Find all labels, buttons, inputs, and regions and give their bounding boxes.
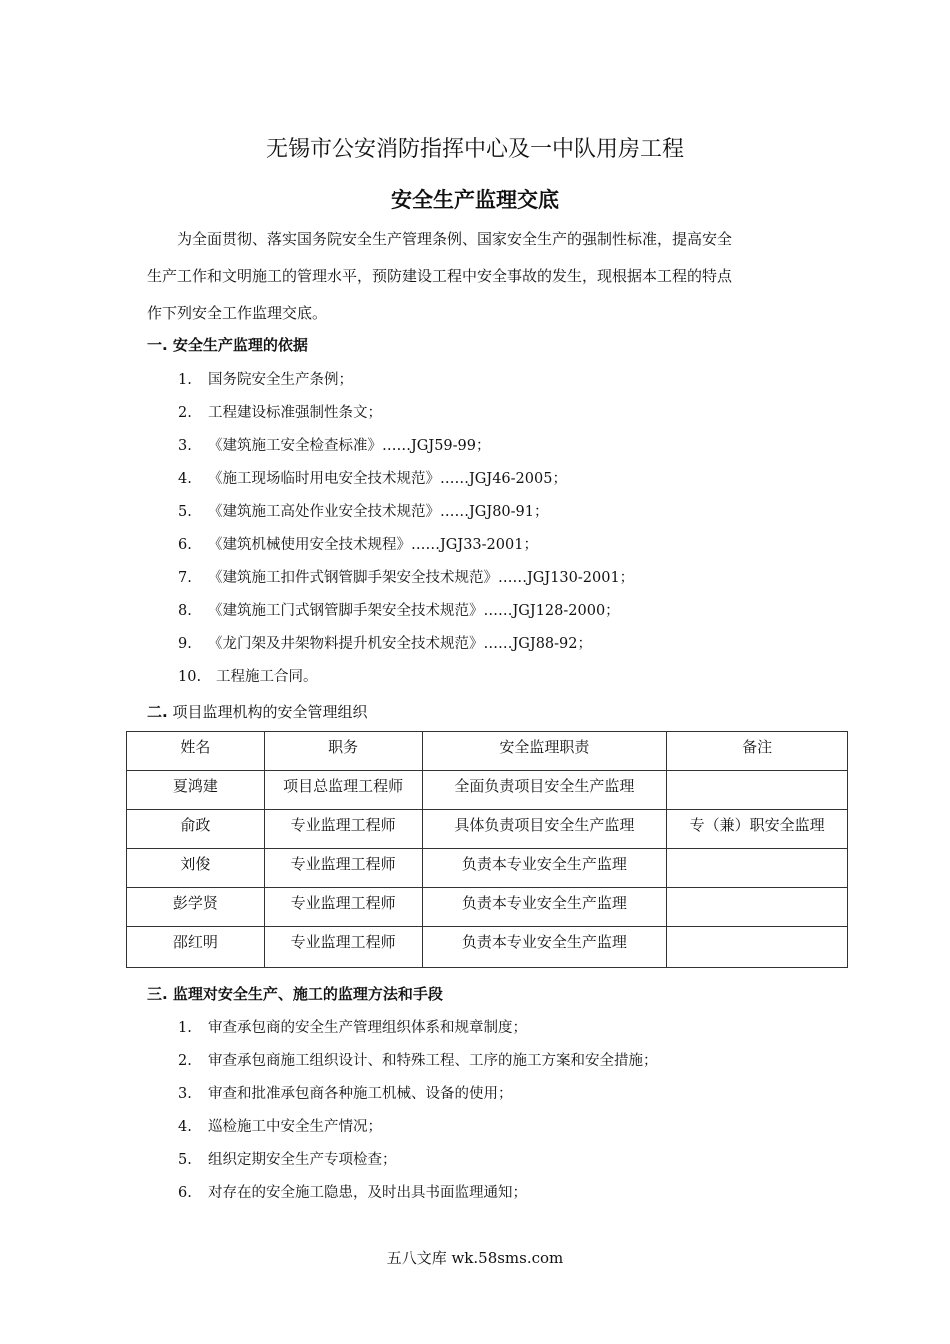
header-cell: 姓名 [127,732,265,771]
section3-heading: 三. 监理对安全生产、施工的监理方法和手段 [147,985,443,1003]
table-cell: 专业监理工程师 [264,849,422,888]
item-text: 《龙门架及井架物料提升机安全技术规范》……JGJ88-92； [208,636,593,652]
section1-heading: 一. 安全生产监理的依据 [147,336,308,354]
item-text: 《建筑施工高处作业安全技术规范》……JGJ80-91； [208,504,549,520]
item-number: 8. [178,603,192,619]
table-cell: 夏鸿建 [127,771,265,810]
item-number: 4. [178,1119,192,1135]
table-cell [667,849,848,888]
table-row [127,927,848,968]
intro-paragraph [147,221,812,332]
item-number: 3. [178,1086,192,1102]
footer-watermark: 五八文库 wk.58sms.com [386,1249,564,1267]
item-text: 《建筑施工门式钢管脚手架安全技术规范》……JGJ128-2000； [208,603,620,619]
table-row [127,771,848,810]
list-item [178,368,353,389]
table-cell: 项目总监理工程师 [264,771,422,810]
section2-title: 项目监理机构的安全管理组织 [172,703,368,721]
table-cell: 邵红明 [127,927,265,968]
list-item [178,1115,382,1136]
table-cell: 负责本专业安全生产监理 [422,888,667,927]
list-item [178,632,592,653]
item-text: 组织定期安全生产专项检查； [208,1152,397,1168]
list-item [178,566,634,587]
table-row [127,849,848,888]
item-number: 4. [178,471,192,487]
table-cell: 专（兼）职安全监理 [667,810,848,849]
intro-line: 为全面贯彻、落实国务院安全生产管理条例、国家安全生产的强制性标准，提高安全 [177,230,733,248]
item-number: 6. [178,1185,192,1201]
table-cell: 全面负责项目安全生产监理 [422,771,667,810]
item-text: 巡检施工中安全生产情况； [208,1119,382,1135]
header-cell: 职务 [264,732,422,771]
item-number: 1. [178,372,192,388]
intro-line: 作下列安全工作监理交底。 [147,304,328,322]
table-cell: 负责本专业安全生产监理 [422,849,667,888]
item-text: 对存在的安全施工隐患，及时出具书面监理通知； [208,1185,527,1201]
list-item [178,665,318,686]
section2-number: 二. [147,703,168,721]
list-item [178,1016,527,1037]
header-cell: 安全监理职责 [422,732,667,771]
list-item [178,1049,658,1070]
list-item [178,1148,397,1169]
item-number: 5. [178,504,192,520]
item-number: 10. [178,669,202,685]
table-cell: 专业监理工程师 [264,888,422,927]
item-text: 《建筑施工安全检查标准》……JGJ59-99； [208,438,491,454]
table-cell: 彭学贤 [127,888,265,927]
list-item [178,599,620,620]
item-text: 《建筑机械使用安全技术规程》……JGJ33-2001； [208,537,538,553]
list-item [178,500,549,521]
item-text: 《建筑施工扣件式钢管脚手架安全技术规范》……JGJ130-2001； [208,570,635,586]
list-item [178,467,567,488]
list-item [178,434,491,455]
item-text: 国务院安全生产条例； [208,372,353,388]
table-header-row [127,732,848,771]
item-number: 6. [178,537,192,553]
list-item [178,1181,527,1202]
item-text: 审查承包商的安全生产管理组织体系和规章制度； [208,1020,527,1036]
table-cell: 具体负责项目安全生产监理 [422,810,667,849]
table-cell: 专业监理工程师 [264,927,422,968]
item-number: 7. [178,570,192,586]
intro-line: 生产工作和文明施工的管理水平，预防建设工程中安全事故的发生，现根据本工程的特点 [147,267,733,285]
item-number: 2. [178,405,192,421]
table-cell: 刘俊 [127,849,265,888]
list-item [178,533,538,554]
item-text: 工程建设标准强制性条文； [208,405,382,421]
document-subtitle: 安全生产监理交底 [391,188,559,212]
item-text: 工程施工合同。 [216,669,318,685]
table-cell [667,927,848,968]
header-cell: 备注 [667,732,848,771]
table-row [127,888,848,927]
table-cell: 俞政 [127,810,265,849]
table-cell: 负责本专业安全生产监理 [422,927,667,968]
list-item [178,1082,513,1103]
table-cell [667,888,848,927]
table-cell: 专业监理工程师 [264,810,422,849]
table-cell [667,771,848,810]
document-title: 无锡市公安消防指挥中心及一中队用房工程 [265,137,684,162]
item-number: 2. [178,1053,192,1069]
item-text: 审查和批准承包商各种施工机械、设备的使用； [208,1086,513,1102]
section2-heading [147,701,368,722]
item-text: 《施工现场临时用电安全技术规范》……JGJ46-2005； [208,471,567,487]
staff-table [126,731,848,968]
item-text: 审查承包商施工组织设计、和特殊工程、工序的施工方案和安全措施； [208,1053,658,1069]
table-row [127,810,848,849]
item-number: 3. [178,438,192,454]
item-number: 1. [178,1020,192,1036]
list-item [178,401,382,422]
item-number: 5. [178,1152,192,1168]
item-number: 9. [178,636,192,652]
